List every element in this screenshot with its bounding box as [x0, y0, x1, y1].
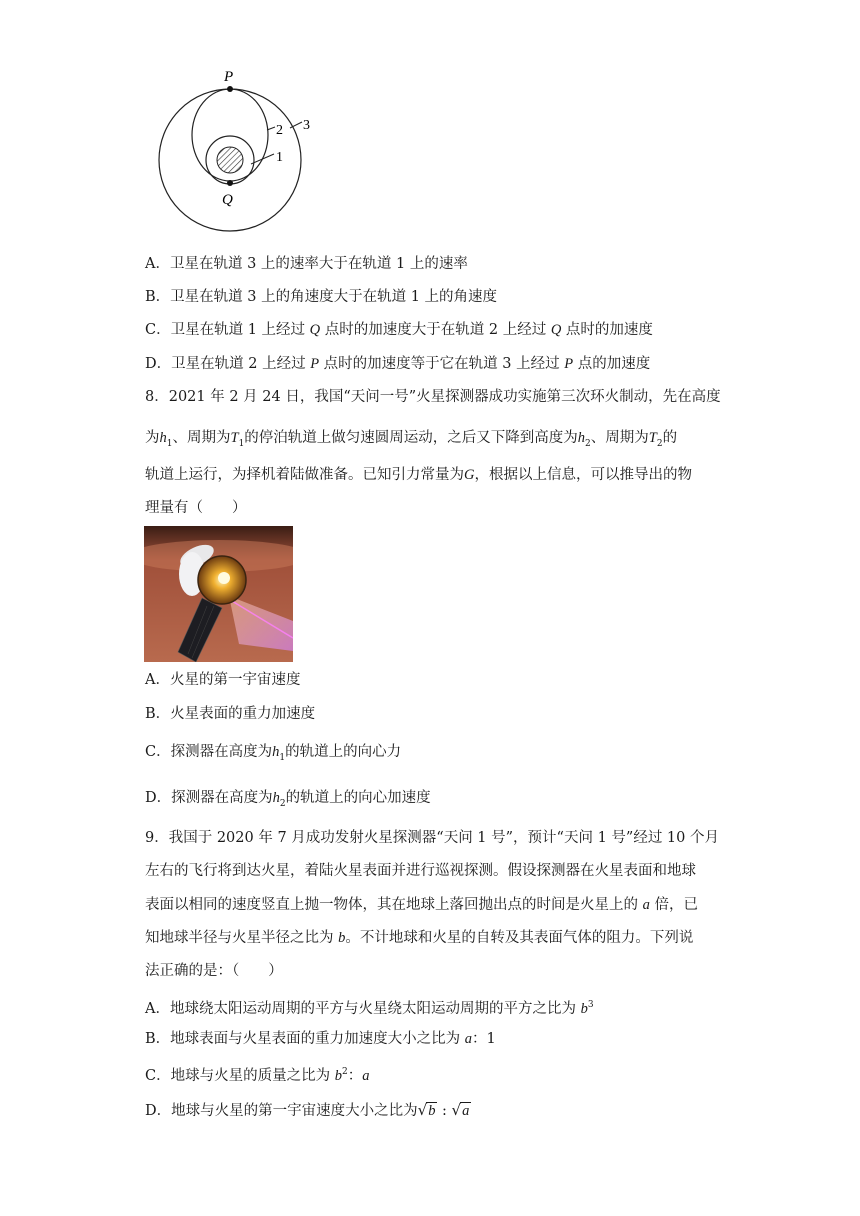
label-orbit-2: 2 [276, 123, 283, 138]
q8-option-c: C．探测器在高度为$h_1$的轨道上的向心力 [145, 744, 402, 763]
q9-stem-line-5: 法正确的是：（ ） [145, 963, 283, 979]
mars-probe-photo [144, 526, 293, 662]
q8-stem-line-1: 8．2021 年 2 月 24 日，我国“天问一号”火星探测器成功实施第三次环火制动，先在高度 [145, 389, 721, 405]
orbit-diagram [150, 64, 340, 234]
q8-option-a: A．火星的第一宇宙速度 [145, 672, 301, 688]
point-p-dot [227, 86, 233, 92]
label-p: P [224, 69, 234, 85]
point-q-dot [227, 180, 233, 186]
q8-stem-line-4: 理量有（ ） [145, 500, 247, 516]
label-orbit-1: 1 [276, 150, 283, 165]
q7-option-a: A．卫星在轨道 3 上的速率大于在轨道 1 上的速率 [145, 256, 468, 272]
q9-option-b: B．地球表面与火星表面的重力加速度大小之比为 a：1 [145, 1031, 496, 1047]
label-orbit-3: 3 [303, 118, 310, 133]
q7-option-c: C．卫星在轨道 1 上经过 Q 点时的加速度大于在轨道 2 上经过 Q 点时的加速度 [145, 322, 653, 338]
q8-option-d: D．探测器在高度为$h_2$的轨道上的向心加速度 [145, 790, 431, 809]
label-q: Q [222, 192, 233, 208]
q9-option-c: C．地球与火星的质量之比为 $b^2$：a [145, 1067, 370, 1084]
q9-option-d: D．地球与火星的第一宇宙速度大小之比为√b : √a [145, 1101, 470, 1119]
q8-stem-line-3: 轨道上运行，为择机着陆做准备。已知引力常量为G，根据以上信息，可以推导出的物 [145, 467, 692, 483]
q9-stem-line-3: 表面以相同的速度竖直上抛一物体，其在地球上落回抛出点的时间是火星上的 a 倍，已 [145, 897, 698, 913]
q7-option-d: D．卫星在轨道 2 上经过 P 点时的加速度等于它在轨道 3 上经过 P 点的加速度 [145, 356, 651, 372]
q9-option-a: A．地球绕太阳运动周期的平方与火星绕太阳运动周期的平方之比为 $b^3$ [145, 1000, 594, 1017]
q9-stem-line-4: 知地球半径与火星半径之比为 b。不计地球和火星的自转及其表面气体的阻力。下列说 [145, 930, 694, 946]
q8-stem-line-2: 为$h_1$、周期为$T_1$的停泊轨道上做匀速圆周运动，之后又下降到高度为$h_2$、周期为$T_2$的 [145, 430, 678, 449]
q9-stem-line-2: 左右的飞行将到达火星，着陆火星表面并进行巡视探测。假设探测器在火星表面和地球 [145, 863, 696, 879]
q9-stem-line-1: 9．我国于 2020 年 7 月成功发射火星探测器“天问 1 号”，预计“天问 1 号”经过 10 个月 [145, 830, 719, 846]
planet [217, 147, 243, 173]
q8-option-b: B．火星表面的重力加速度 [145, 706, 316, 722]
q7-option-b: B．卫星在轨道 3 上的角速度大于在轨道 1 上的角速度 [145, 289, 498, 305]
